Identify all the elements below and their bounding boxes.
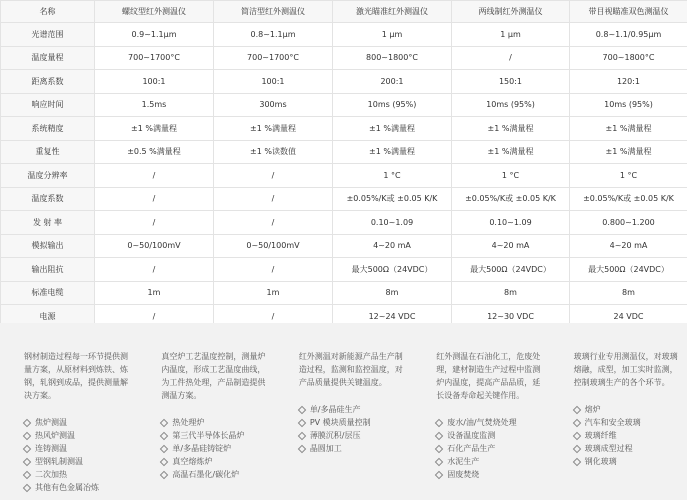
list-item [24,429,131,442]
list-item-label: 固废焚烧 [447,470,480,479]
spec-table-body [1,23,687,329]
list-item [161,455,268,468]
row-label-cell: 电源 [1,305,95,329]
value-cell: ±1 %满量程 [570,117,687,141]
value-cell: 4~20 mA [570,234,687,258]
list-item [436,442,543,455]
value-cell: ±0.05%/K或 ±0.05 K/K [333,187,452,211]
list-item-label: 连铸测温 [35,444,67,453]
value-cell: 最大500Ω（24VDC） [333,258,452,282]
table-row [1,258,687,282]
list-item [574,403,681,416]
list-item [299,403,406,416]
list-item-label: 其他有色金属冶炼 [35,483,99,492]
diamond-bullet-icon [435,418,443,426]
list-item-label: 第三代半导体长晶炉 [172,431,245,440]
value-cell: ±1 %满量程 [452,140,570,164]
diamond-bullet-icon [572,444,580,452]
value-cell: 1 °C [333,164,452,188]
diamond-bullet-icon [572,431,580,439]
value-cell: ±1 %满量程 [452,117,570,141]
value-cell: / [214,211,333,235]
value-cell: ±1 %满量程 [95,117,214,141]
applications-section [0,323,687,500]
application-description: 红外测温对新能源产品生产制造过程，监测和监控温度，对产品质量提供关键温度。 [298,352,403,387]
diamond-bullet-icon [23,457,31,465]
list-item-label: 型钢轧制测温 [35,457,83,466]
list-item [436,429,543,442]
table-row [1,46,687,70]
table-row [1,117,687,141]
list-item-label: 废水/油/气焚烧处理 [447,418,517,427]
value-cell: / [214,187,333,211]
value-cell: 100:1 [95,70,214,94]
diamond-bullet-icon [160,457,168,465]
value-cell: 1 μm [333,23,452,47]
value-cell: 700~1800°C [570,46,687,70]
application-list [574,403,681,468]
application-column [550,323,687,500]
table-row [1,187,687,211]
diamond-bullet-icon [23,470,31,478]
list-item-label: 水泥生产 [447,457,480,466]
table-row [1,93,687,117]
value-cell: 0~50/100mV [95,234,214,258]
list-item-label: 单/多晶硅铸锭炉 [172,444,232,453]
table-row [1,70,687,94]
list-item [436,416,543,429]
value-cell: 1m [95,281,214,305]
list-item [161,468,268,481]
list-item [24,442,131,455]
value-cell: / [214,305,333,329]
diamond-bullet-icon [435,470,443,478]
list-item [299,429,406,442]
list-item-label: 单/多晶硅生产 [309,405,361,414]
diamond-bullet-icon [435,457,443,465]
application-description: 钢材制造过程每一环节提供测量方案，从原材料到炼铁、炼钢，轧钢到成品，提供测量解决方案。 [24,352,128,400]
list-item [574,429,681,442]
header-product-cell: 激光瞄准红外测温仪 [333,1,452,23]
list-item-label: 二次加热 [35,470,67,479]
diamond-bullet-icon [160,431,168,439]
list-item-label: 热处理炉 [172,418,205,427]
list-item-label: 玻璃纤维 [584,431,617,440]
value-cell: 1m [214,281,333,305]
list-item-label: 石化产品生产 [447,444,496,453]
value-cell: 4~20 mA [452,234,570,258]
header-product-cell: 螺纹型红外测温仪 [95,1,214,23]
value-cell: 0~50/100mV [214,234,333,258]
value-cell: 8m [333,281,452,305]
application-list [161,416,268,481]
diamond-bullet-icon [23,444,31,452]
list-item-label: 晶圆加工 [309,444,342,453]
diamond-bullet-icon [298,431,306,439]
list-item-label: 设备温度监测 [447,431,496,440]
application-list [24,416,131,494]
value-cell: 8m [570,281,687,305]
value-cell: / [214,164,333,188]
list-item-label: 焦炉测温 [35,418,67,427]
table-row [1,234,687,258]
list-item-label: PV 模块质量控制 [309,418,371,427]
value-cell: 120:1 [570,70,687,94]
value-cell: 100:1 [214,70,333,94]
row-label-cell: 发 射 率 [1,211,95,235]
diamond-bullet-icon [298,444,306,452]
value-cell: 800~1800°C [333,46,452,70]
value-cell: 24 VDC [570,305,687,329]
value-cell: 700~1700°C [214,46,333,70]
value-cell: / [95,305,214,329]
row-label-cell: 标准电缆 [1,281,95,305]
table-row [1,23,687,47]
value-cell: 1 °C [570,164,687,188]
diamond-bullet-icon [298,418,306,426]
application-column [137,323,274,500]
list-item-label: 玻璃成型过程 [584,444,633,453]
value-cell: 200:1 [333,70,452,94]
table-row [1,211,687,235]
diamond-bullet-icon [435,431,443,439]
list-item-label: 薄膜沉积/层压 [309,431,361,440]
row-label-cell: 光谱范围 [1,23,95,47]
diamond-bullet-icon [572,418,580,426]
row-label-cell: 温度量程 [1,46,95,70]
application-list [299,403,406,455]
list-item-label: 熔炉 [584,405,601,414]
value-cell: 0.9~1.1μm [95,23,214,47]
row-label-cell: 重复性 [1,140,95,164]
value-cell: ±1 %满量程 [333,140,452,164]
list-item [436,468,543,481]
value-cell: / [95,258,214,282]
table-row [1,164,687,188]
value-cell: 1.5ms [95,93,214,117]
list-item-label: 高温石墨化/碳化炉 [172,470,240,479]
diamond-bullet-icon [572,457,580,465]
value-cell: / [95,187,214,211]
list-item-label: 汽车和安全玻璃 [584,418,641,427]
value-cell: ±1 %满量程 [333,117,452,141]
value-cell: / [95,164,214,188]
application-column [275,323,412,500]
row-label-cell: 系统精度 [1,117,95,141]
list-item [24,468,131,481]
diamond-bullet-icon [160,444,168,452]
row-label-cell: 温度分辨率 [1,164,95,188]
value-cell: 0.8~1.1/0.95μm [570,23,687,47]
value-cell: 10ms (95%) [452,93,570,117]
header-product-cell: 两线制红外测温仪 [452,1,570,23]
list-item [24,481,131,494]
application-column [412,323,549,500]
list-item [436,455,543,468]
diamond-bullet-icon [160,418,168,426]
value-cell: 10ms (95%) [333,93,452,117]
list-item [574,416,681,429]
row-label-cell: 模拟输出 [1,234,95,258]
list-item [24,455,131,468]
value-cell: 1 μm [452,23,570,47]
value-cell: / [95,211,214,235]
list-item [574,455,681,468]
list-item [161,442,268,455]
value-cell: ±0.5 %满量程 [95,140,214,164]
header-product-cell: 带目视瞄准双色测温仪 [570,1,687,23]
value-cell: 12~24 VDC [333,305,452,329]
value-cell: 0.10~1.09 [333,211,452,235]
row-label-cell: 距离系数 [1,70,95,94]
value-cell: ±0.05%/K或 ±0.05 K/K [570,187,687,211]
value-cell: / [452,46,570,70]
value-cell: 最大500Ω（24VDC） [452,258,570,282]
table-row [1,140,687,164]
list-item [24,416,131,429]
table-row [1,281,687,305]
row-label-cell: 响应时间 [1,93,95,117]
row-label-cell: 温度系数 [1,187,95,211]
value-cell: 12~30 VDC [452,305,570,329]
diamond-bullet-icon [23,418,31,426]
list-item-label: 钢化玻璃 [584,457,617,466]
value-cell: 0.10~1.09 [452,211,570,235]
list-item [161,429,268,442]
application-column [0,323,137,500]
header-name-cell: 名称 [1,1,95,23]
value-cell: 8m [452,281,570,305]
value-cell: 0.8~1.1μm [214,23,333,47]
value-cell: ±1 %读数值 [214,140,333,164]
application-description: 真空炉工艺温度控制，测量炉内温度，形成工艺温度曲线，为工件热处理，产品制造提供测温方案。 [161,352,266,400]
diamond-bullet-icon [435,444,443,452]
list-item [299,416,406,429]
list-item-label: 热风炉测温 [35,431,75,440]
value-cell: ±0.05%/K或 ±0.05 K/K [452,187,570,211]
value-cell: 10ms (95%) [570,93,687,117]
header-product-cell: 简洁型红外测温仪 [214,1,333,23]
value-cell: 最大500Ω（24VDC） [570,258,687,282]
value-cell: ±1 %满量程 [570,140,687,164]
value-cell: 700~1700°C [95,46,214,70]
list-item [161,416,268,429]
diamond-bullet-icon [298,405,306,413]
diamond-bullet-icon [23,431,31,439]
diamond-bullet-icon [160,470,168,478]
list-item [574,442,681,455]
list-item-label: 真空熔炼炉 [172,457,213,466]
value-cell: ±1 %满量程 [214,117,333,141]
diamond-bullet-icon [572,405,580,413]
spec-table-header [1,1,687,23]
value-cell: / [214,258,333,282]
value-cell: 4~20 mA [333,234,452,258]
diamond-bullet-icon [23,483,31,491]
row-label-cell: 输出阻抗 [1,258,95,282]
application-list [436,416,543,481]
value-cell: 1 °C [452,164,570,188]
value-cell: 0.800~1.200 [570,211,687,235]
list-item [299,442,406,455]
application-description: 红外测温在石油化工，危废处理，建材制造生产过程中监测炉内温度，提高产品品质，延长设备寿命起关键作用。 [436,352,541,400]
value-cell: 300ms [214,93,333,117]
value-cell: 150:1 [452,70,570,94]
application-description: 玻璃行业专用测温仪，对玻璃熔融，成型，加工实时监测，控制玻璃生产的各个环节。 [573,352,678,387]
